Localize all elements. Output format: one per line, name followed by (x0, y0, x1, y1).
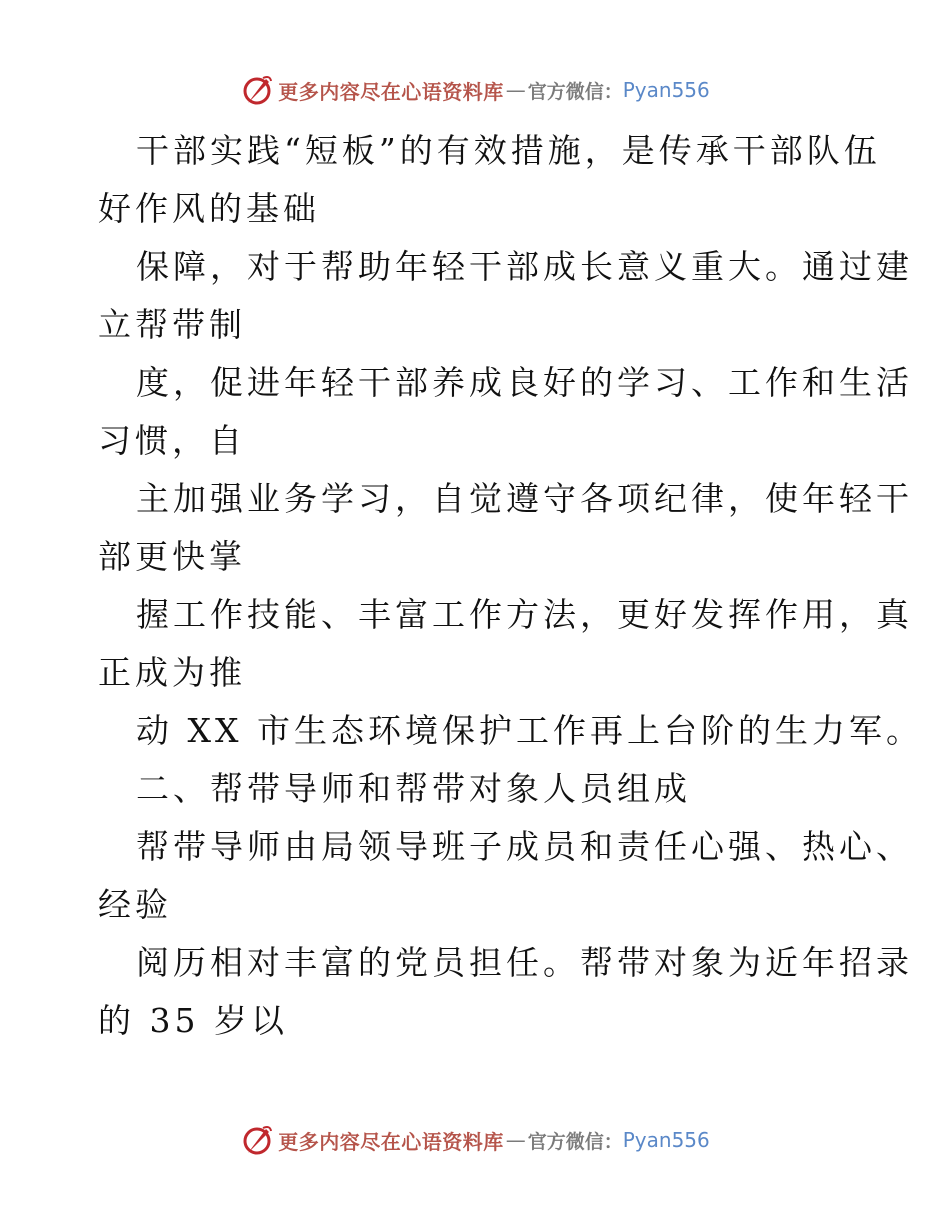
body-line: 阅历相对丰富的党员担任。帮带对象为近年招录 (136, 943, 913, 982)
body-line: 好作风的基础 (98, 189, 320, 228)
banner-separator: — (505, 1128, 526, 1152)
site-name: 更多内容尽在心语资料库 (278, 1129, 504, 1154)
body-line: 帮带导师由局领导班子成员和责任心强、热心、 (136, 827, 913, 866)
body-line: 立帮带制 (98, 305, 246, 344)
body-line: 的 35 岁以 (98, 1001, 288, 1040)
body-line: 动 XX 市生态环境保护工作再上台阶的生力军。 (136, 711, 923, 750)
wechat-id: Pyan556 (622, 78, 710, 102)
banner-separator: — (505, 78, 526, 102)
body-line: 主加强业务学习，自觉遵守各项纪律，使年轻干 (136, 479, 913, 518)
document-body (98, 122, 923, 1050)
wechat-label: 官方微信： (527, 80, 623, 103)
body-line: 握工作技能、丰富工作方法，更好发挥作用，真 (136, 595, 913, 634)
quill-logo-icon (240, 1123, 274, 1157)
body-line: 正成为推 (98, 653, 246, 692)
body-line: 度，促进年轻干部养成良好的学习、工作和生活 (136, 363, 913, 402)
footer-watermark-banner (0, 1120, 950, 1160)
body-line: 部更快掌 (98, 537, 246, 576)
body-line: 保障，对于帮助年轻干部成长意义重大。通过建 (136, 247, 913, 286)
wechat-label: 官方微信： (527, 1130, 623, 1153)
body-line: 干部实践“短板”的有效措施，是传承干部队伍 (136, 131, 881, 170)
section-heading: 二、帮带导师和帮带对象人员组成 (136, 769, 691, 808)
site-name: 更多内容尽在心语资料库 (278, 79, 504, 104)
body-line: 习惯，自 (98, 421, 246, 460)
header-watermark-banner (0, 70, 950, 110)
wechat-id: Pyan556 (622, 1128, 710, 1152)
quill-logo-icon (240, 73, 274, 107)
body-line: 经验 (98, 885, 172, 924)
